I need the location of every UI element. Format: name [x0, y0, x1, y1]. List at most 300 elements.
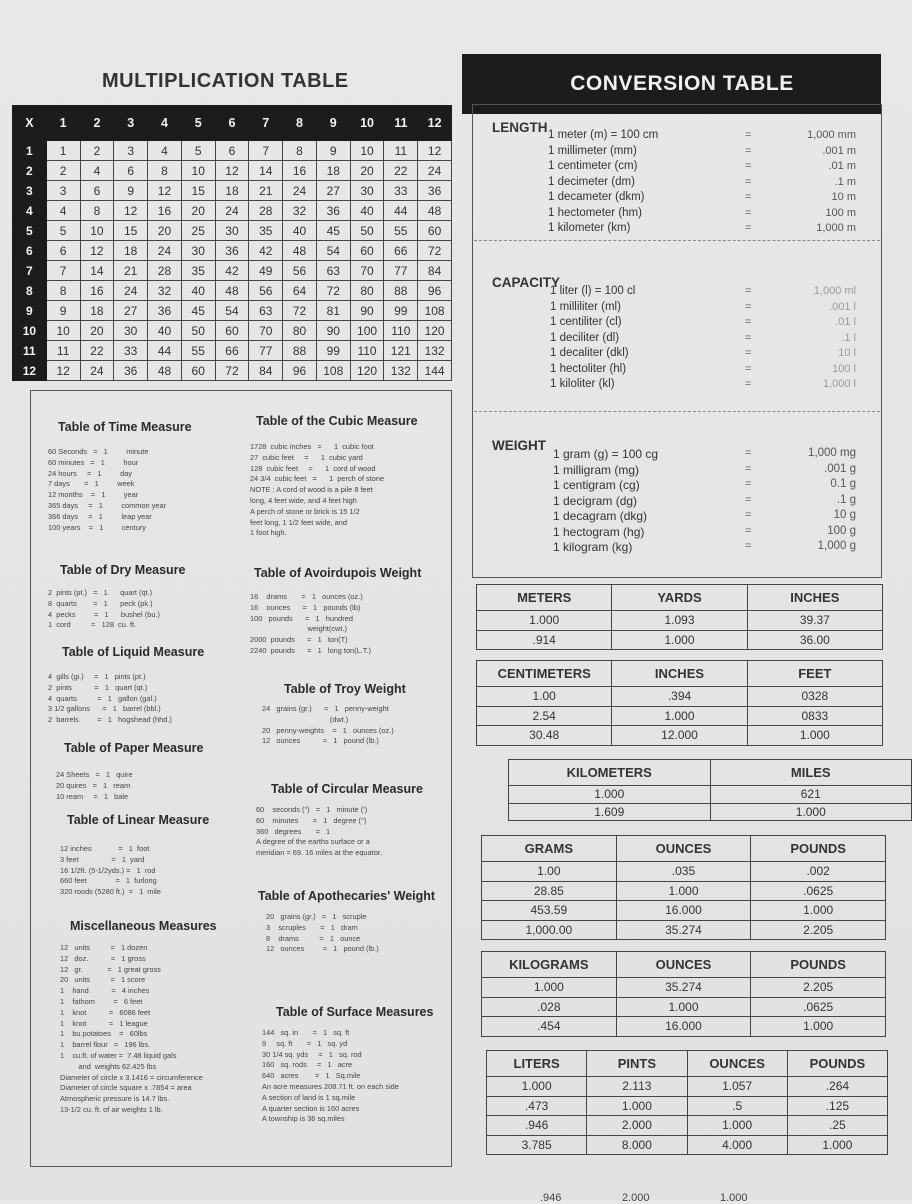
product-cell: 55 [181, 341, 215, 361]
product-cell: 56 [283, 261, 317, 281]
conversion-value: 0.1 g [830, 478, 856, 490]
time-measure-title: Table of Time Measure [58, 420, 192, 434]
length-section-label: LENGTH [492, 120, 548, 135]
equals-sign: = [745, 160, 752, 172]
product-cell: 36 [215, 241, 249, 261]
product-cell: 8 [46, 281, 80, 301]
measure-line: 10 ream = 1 bale [56, 791, 129, 801]
product-cell: 20 [350, 161, 384, 181]
table-row [13, 321, 452, 341]
conversion-table-header: OUNCES [687, 1051, 787, 1077]
product-cell: 40 [181, 281, 215, 301]
conversion-value: 1,000 ml [813, 285, 856, 297]
equals-sign: = [745, 509, 752, 521]
product-cell: 16 [283, 161, 317, 181]
conversion-unit-label: 1 hectoliter (hl) [550, 362, 627, 375]
conversion-unit-label: 1 gram (g) = 100 cg [553, 447, 659, 461]
product-cell: 18 [80, 301, 114, 321]
product-cell: 35 [249, 221, 283, 241]
product-cell: 5 [181, 141, 215, 161]
product-cell: 16 [148, 201, 182, 221]
product-cell: 42 [249, 241, 283, 261]
table-row [487, 1096, 888, 1116]
row-header: 2 [13, 161, 47, 181]
product-cell: 36 [114, 361, 148, 381]
conversion-table [481, 951, 886, 1037]
column-header: 7 [249, 106, 283, 141]
product-cell: 35 [181, 261, 215, 281]
troy-measure-title: Table of Troy Weight [284, 682, 406, 696]
conversion-table-cell: 1.000 [616, 997, 751, 1017]
measure-line: 12 ounces = 1 pound (lb.) [266, 944, 379, 954]
conversion-value: 1,000 mg [808, 447, 856, 459]
product-cell: 10 [181, 161, 215, 181]
product-cell: 24 [80, 361, 114, 381]
conversion-value: 100 l [832, 362, 856, 375]
measure-line: 8 drams = 1 ounce [266, 933, 361, 943]
conversion-table-header: CENTIMETERS [477, 661, 612, 687]
measure-line: 1 hand = 4 inches [60, 986, 150, 996]
product-cell: 44 [384, 201, 418, 221]
measure-line: 7 days = 1 week [48, 479, 135, 489]
liquid-measure-title: Table of Liquid Measure [62, 645, 205, 659]
product-cell: 25 [181, 221, 215, 241]
product-cell: 120 [418, 321, 452, 341]
measure-line: 16 ounces = 1 pounds (lb) [250, 602, 361, 612]
avoirdupois-measure-title: Table of Avoirdupois Weight [254, 566, 422, 580]
row-header: 11 [13, 341, 47, 361]
table-row [509, 786, 912, 804]
measure-line: 100 years = 1 century [48, 522, 146, 532]
conversion-table-cell: .394 [612, 687, 747, 707]
product-cell: 77 [249, 341, 283, 361]
conversion-unit-label: 1 decimeter (dm) [548, 175, 635, 188]
conversion-unit-label: 1 hectometer (hm) [548, 206, 642, 219]
measure-line: 20 grains (gr.) = 1 scruple [266, 912, 367, 921]
measure-line: 2 pints (pt.) = 1 quart (qt.) [48, 588, 153, 597]
measure-line: 12 doz. = 1 gross [60, 953, 146, 963]
product-cell: 9 [46, 301, 80, 321]
product-cell: 72 [418, 241, 452, 261]
conversion-value: 10 m [831, 191, 856, 203]
product-cell: 54 [215, 301, 249, 321]
row-header: 7 [13, 261, 47, 281]
product-cell: 36 [148, 301, 182, 321]
conversion-table-cell: 30.48 [477, 726, 612, 746]
conversion-table-cell: 2.54 [477, 706, 612, 726]
product-cell: 99 [384, 301, 418, 321]
product-cell: 100 [350, 321, 384, 341]
product-cell: 99 [316, 341, 350, 361]
measure-line: 100 pounds = 1 hundred [250, 613, 353, 623]
measure-line: 320 roods (5280 ft.) = 1 mile [60, 887, 161, 897]
product-cell: 18 [316, 161, 350, 181]
product-cell: 40 [148, 321, 182, 341]
conversion-table-cell: .0625 [751, 997, 886, 1017]
product-cell: 108 [418, 301, 452, 321]
column-header: 2 [80, 106, 114, 141]
measure-line: 365 days = 1 common year [48, 501, 167, 510]
product-cell: 7 [46, 261, 80, 281]
conversion-table-cell: .028 [482, 997, 617, 1017]
conversion-table-header: OUNCES [616, 952, 751, 978]
conversion-table-header: YARDS [612, 585, 747, 611]
measure-line: 3 feet = 1 yard [60, 854, 145, 864]
conversion-value: .001 g [824, 462, 856, 475]
measure-line: and weights 62.425 lbs [60, 1061, 157, 1071]
measure-line: 12 units = 1 dozen [60, 943, 148, 952]
measure-line: Diameter of circle x 3.1416 = circumference [60, 1072, 203, 1082]
conversion-table-cell: 8.000 [587, 1135, 687, 1155]
conversion-unit-label: 1 decameter (dkm) [548, 191, 645, 203]
conversion-table-cell: .035 [616, 862, 751, 882]
row-header: 9 [13, 301, 47, 321]
conversion-table-header: METERS [477, 585, 612, 611]
conversion-value: 1,000 l [822, 378, 856, 390]
conversion-table-cell: .264 [787, 1077, 887, 1097]
measure-line: weight(cwt.) [250, 624, 347, 634]
measure-line: 24 grains (gr.) = 1 penny-weight [262, 704, 389, 713]
conversion-table-header: MILES [710, 760, 912, 786]
product-cell: 96 [283, 361, 317, 381]
conversion-table-cell: 0328 [747, 687, 882, 707]
conversion-table-cell: 12.000 [612, 726, 747, 746]
conversion-table-cell: 4.000 [687, 1135, 787, 1155]
product-cell: 9 [114, 181, 148, 201]
product-cell: 48 [215, 281, 249, 301]
product-cell: 8 [148, 161, 182, 181]
conversion-table-cell: .0625 [751, 881, 886, 901]
equals-sign: = [745, 206, 752, 219]
equals-sign: = [745, 300, 752, 313]
conversion-table-cell: 453.59 [482, 901, 617, 921]
measure-line: 13-1/2 cu. ft. of air weights 1 lb. [60, 1105, 163, 1114]
linear-measure-title: Table of Linear Measure [67, 813, 210, 827]
equals-sign: = [745, 447, 752, 459]
measure-line: 16 1/2ft. (5-1/2yds.) = 1 rod [60, 865, 156, 875]
product-cell: 70 [350, 261, 384, 281]
conversion-table-cell: 1.000 [747, 726, 882, 746]
conversion-table-cell: 1.609 [509, 803, 711, 821]
conversion-table-cell: 28.85 [482, 881, 617, 901]
conversion-table-title: CONVERSION TABLE [570, 72, 794, 95]
product-cell: 6 [80, 181, 114, 201]
table-row [477, 687, 883, 707]
capacity-section-label: CAPACITY [492, 275, 561, 290]
product-cell: 24 [114, 281, 148, 301]
product-cell: 14 [80, 261, 114, 281]
product-cell: 33 [114, 341, 148, 361]
conversion-table-cell: 1,000.00 [482, 920, 617, 940]
measure-line: feet long, 1 1/2 feet wide, and [250, 517, 347, 527]
measure-line: 1728 cubic inches = 1 cubic foot [250, 442, 374, 451]
conversion-table-cell: 621 [710, 786, 912, 804]
conversion-value: .01 l [835, 316, 856, 328]
measure-line: 60 Seconds = 1 minute [48, 447, 149, 456]
column-header: 11 [384, 106, 418, 141]
product-cell: 3 [46, 181, 80, 201]
table-row [477, 611, 883, 631]
equals-sign: = [745, 129, 752, 141]
equals-sign: = [745, 144, 752, 157]
measure-line: A degree of the earths surface or a [256, 837, 370, 847]
conversion-table-cell: 16.000 [616, 1017, 751, 1037]
product-cell: 27 [316, 181, 350, 201]
conversion-table-cell: 36.00 [747, 630, 882, 650]
conversion-table-header: KILOGRAMS [482, 952, 617, 978]
multiplication-table [12, 105, 452, 381]
product-cell: 30 [350, 181, 384, 201]
measure-line: 2240 pounds = 1 long ton(L.T.) [250, 646, 371, 655]
conversion-value: 1,000 m [816, 222, 856, 234]
product-cell: 60 [350, 241, 384, 261]
conversion-unit-label: 1 kilometer (km) [548, 222, 631, 234]
product-cell: 60 [181, 361, 215, 381]
measure-line: 160 sq. rods = 1 acre [262, 1060, 353, 1070]
measure-line: 8 quarts = 1 peck (pk.) [48, 598, 153, 608]
paper-measure-title: Table of Paper Measure [64, 741, 204, 755]
measure-line: A section of land is 1 sq.mile [262, 1092, 356, 1102]
product-cell: 45 [316, 221, 350, 241]
conversion-unit-label: 1 milligram (mg) [553, 462, 640, 477]
product-cell: 10 [350, 141, 384, 161]
product-cell: 12 [114, 201, 148, 221]
column-header: 4 [148, 106, 182, 141]
row-header: 6 [13, 241, 47, 261]
conversion-table [486, 1050, 888, 1155]
product-cell: 110 [350, 341, 384, 361]
circular-measure-title: Table of Circular Measure [271, 782, 423, 796]
conversion-table-cell: 1.000 [751, 1017, 886, 1037]
measure-line: 16 drams = 1 ounces (oz.) [250, 592, 363, 601]
product-cell: 36 [316, 201, 350, 221]
equals-sign: = [745, 285, 752, 297]
conversion-value: 10 g [833, 509, 856, 521]
product-cell: 10 [46, 321, 80, 341]
product-cell: 48 [148, 361, 182, 381]
product-cell: 42 [215, 261, 249, 281]
row-header: 5 [13, 221, 47, 241]
equals-sign: = [745, 378, 752, 390]
conversion-table-cell: 1.000 [612, 630, 747, 650]
conversion-table-header: POUNDS [751, 836, 886, 862]
product-cell: 4 [80, 161, 114, 181]
product-cell: 80 [350, 281, 384, 301]
conversion-table-cell: .002 [751, 862, 886, 882]
product-cell: 18 [215, 181, 249, 201]
table-row [13, 181, 452, 201]
conversion-unit-label: 1 millimeter (mm) [548, 144, 637, 157]
conversion-table-header: OUNCES [616, 836, 751, 862]
measure-line: 3 1/2 gallons = 1 barrel (bbl.) [48, 704, 161, 714]
product-cell: 30 [114, 321, 148, 341]
table-row [482, 997, 886, 1017]
measure-line: long, 4 feet wide, and 4 feet high [250, 496, 357, 505]
product-cell: 24 [418, 161, 452, 181]
measure-line: 660 feet = 1 furlong [60, 876, 157, 886]
product-cell: 20 [80, 321, 114, 341]
weight-section-label: WEIGHT [492, 438, 546, 453]
product-cell: 96 [418, 281, 452, 301]
equals-sign: = [745, 316, 752, 328]
measure-line: A township is 36 sq.miles [262, 1114, 345, 1124]
product-cell: 21 [249, 181, 283, 201]
product-cell: 120 [350, 361, 384, 381]
product-cell: 50 [181, 321, 215, 341]
conversion-table-cell: 1.000 [616, 881, 751, 901]
measure-line: 12 inches = 1 foot [60, 844, 150, 853]
product-cell: 80 [283, 321, 317, 341]
product-cell: 28 [249, 201, 283, 221]
measure-line: 1 knot = 6086 feet [60, 1007, 151, 1017]
product-cell: 88 [283, 341, 317, 361]
product-cell: 22 [384, 161, 418, 181]
table-row [13, 201, 452, 221]
product-cell: 16 [80, 281, 114, 301]
product-cell: 56 [249, 281, 283, 301]
conversion-table-header: LITERS [487, 1051, 587, 1077]
row-header: 8 [13, 281, 47, 301]
conversion-table [481, 835, 886, 940]
table-row [13, 261, 452, 281]
measure-line: 3 scruples = 1 dram [266, 922, 358, 932]
measure-line: NOTE : A cord of wood is a pile 8 feet [250, 485, 373, 495]
equals-sign: = [745, 540, 752, 552]
product-cell: 20 [181, 201, 215, 221]
conversion-unit-label: 1 centigram (cg) [553, 478, 640, 492]
product-cell: 6 [46, 241, 80, 261]
table-row [13, 241, 452, 261]
product-cell: 8 [80, 201, 114, 221]
product-cell: 6 [215, 141, 249, 161]
equals-sign: = [745, 347, 752, 359]
table-row [477, 726, 883, 746]
product-cell: 15 [181, 181, 215, 201]
column-header: 12 [418, 106, 452, 141]
row-header: 12 [13, 361, 47, 381]
measure-line: 1 bu.potatoes = 60lbs [60, 1029, 148, 1039]
product-cell: 90 [350, 301, 384, 321]
conversion-value: 1,000 mm [807, 129, 856, 141]
product-cell: 11 [384, 141, 418, 161]
product-cell: 90 [316, 321, 350, 341]
product-cell: 10 [80, 221, 114, 241]
product-cell: 50 [350, 221, 384, 241]
product-cell: 72 [215, 361, 249, 381]
conversion-table-cell: 3.785 [487, 1135, 587, 1155]
product-cell: 14 [249, 161, 283, 181]
product-cell: 6 [114, 161, 148, 181]
conversion-value: 1,000 g [817, 540, 856, 552]
product-cell: 21 [114, 261, 148, 281]
conversion-table-cell: 0833 [747, 706, 882, 726]
conversion-table-cell: 1.000 [687, 1116, 787, 1136]
measure-line: Atmospheric pressure is 14.7 lbs. [60, 1094, 170, 1104]
conversion-table-cell: 1.000 [482, 978, 617, 998]
product-cell: 88 [384, 281, 418, 301]
product-cell: 64 [283, 281, 317, 301]
column-header: 5 [181, 106, 215, 141]
product-cell: 32 [148, 281, 182, 301]
product-cell: 12 [215, 161, 249, 181]
table-row [482, 901, 886, 921]
conversion-value: .01 m [828, 160, 856, 172]
measure-line: 128 cubic feet = 1 cord of wood [250, 463, 376, 473]
equals-sign: = [745, 462, 752, 475]
product-cell: 40 [350, 201, 384, 221]
conversion-table-header: POUNDS [751, 952, 886, 978]
measure-line: Diameter of circle square x .7854 = area [60, 1083, 192, 1093]
row-header: 1 [13, 141, 47, 161]
product-cell: 132 [384, 361, 418, 381]
product-cell: 60 [215, 321, 249, 341]
conversion-table-header: INCHES [612, 661, 747, 687]
conversion-table-cell: 2.205 [751, 920, 886, 940]
product-cell: 3 [114, 141, 148, 161]
measure-line: 12 months = 1 year [48, 490, 139, 500]
conversion-unit-label: 1 decigram (dg) [553, 493, 638, 508]
conversion-table-cell: 2.000 [587, 1116, 687, 1136]
conversion-unit-label: 1 kiloliter (kl) [550, 378, 615, 390]
column-header: 9 [316, 106, 350, 141]
equals-sign: = [745, 331, 752, 344]
measure-line: 144 sq. in = 1 sq. ft [262, 1028, 350, 1037]
measure-line: 4 quarts = 1 gallon (gal.) [48, 693, 157, 703]
product-cell: 45 [181, 301, 215, 321]
equals-sign: = [745, 524, 752, 537]
conversion-table [508, 759, 912, 821]
table-row [509, 803, 912, 821]
conversion-table [476, 584, 883, 650]
conversion-table-cell: .473 [487, 1096, 587, 1116]
measure-line: 1 foot high. [250, 528, 287, 538]
conversion-unit-label: 1 hectogram (hg) [553, 524, 645, 539]
conversion-table-cell: 1.000 [787, 1135, 887, 1155]
conversion-value: 100 m [825, 206, 856, 219]
product-cell: 40 [283, 221, 317, 241]
product-cell: 4 [46, 201, 80, 221]
product-cell: 72 [283, 301, 317, 321]
conversion-table-header: INCHES [747, 585, 882, 611]
product-cell: 2 [80, 141, 114, 161]
conversion-table-cell: 1.000 [710, 803, 912, 821]
conversion-value: 100 g [827, 524, 856, 537]
conversion-unit-label: 1 centiliter (cl) [550, 316, 622, 328]
equals-sign: = [745, 191, 752, 203]
equals-sign: = [745, 175, 752, 188]
dry-measure-title: Table of Dry Measure [60, 563, 186, 577]
product-cell: 84 [418, 261, 452, 281]
product-cell: 24 [283, 181, 317, 201]
product-cell: 24 [215, 201, 249, 221]
measure-line: A perch of stone or brick is 15 1/2 [250, 506, 360, 516]
product-cell: 30 [215, 221, 249, 241]
equals-sign: = [745, 362, 752, 375]
row-header: 4 [13, 201, 47, 221]
measure-line: 4 pecks = 1 bushel (bu.) [48, 609, 160, 619]
conversion-table-header: PINTS [587, 1051, 687, 1077]
conversion-value: .001 m [822, 144, 856, 157]
product-cell: 9 [316, 141, 350, 161]
table-row [13, 281, 452, 301]
table-row [13, 161, 452, 181]
bottom-partial-value: .946 [540, 1192, 562, 1204]
measure-line: 1 cu.ft. of water = 7.48 liquid gals [60, 1051, 177, 1060]
measure-line: 360 degrees = 1 [256, 826, 331, 836]
conversion-unit-label: 1 meter (m) = 100 cm [548, 129, 659, 141]
conversion-table-header: KILOMETERS [509, 760, 711, 786]
measure-line: 24 hours = 1 day [48, 468, 133, 478]
